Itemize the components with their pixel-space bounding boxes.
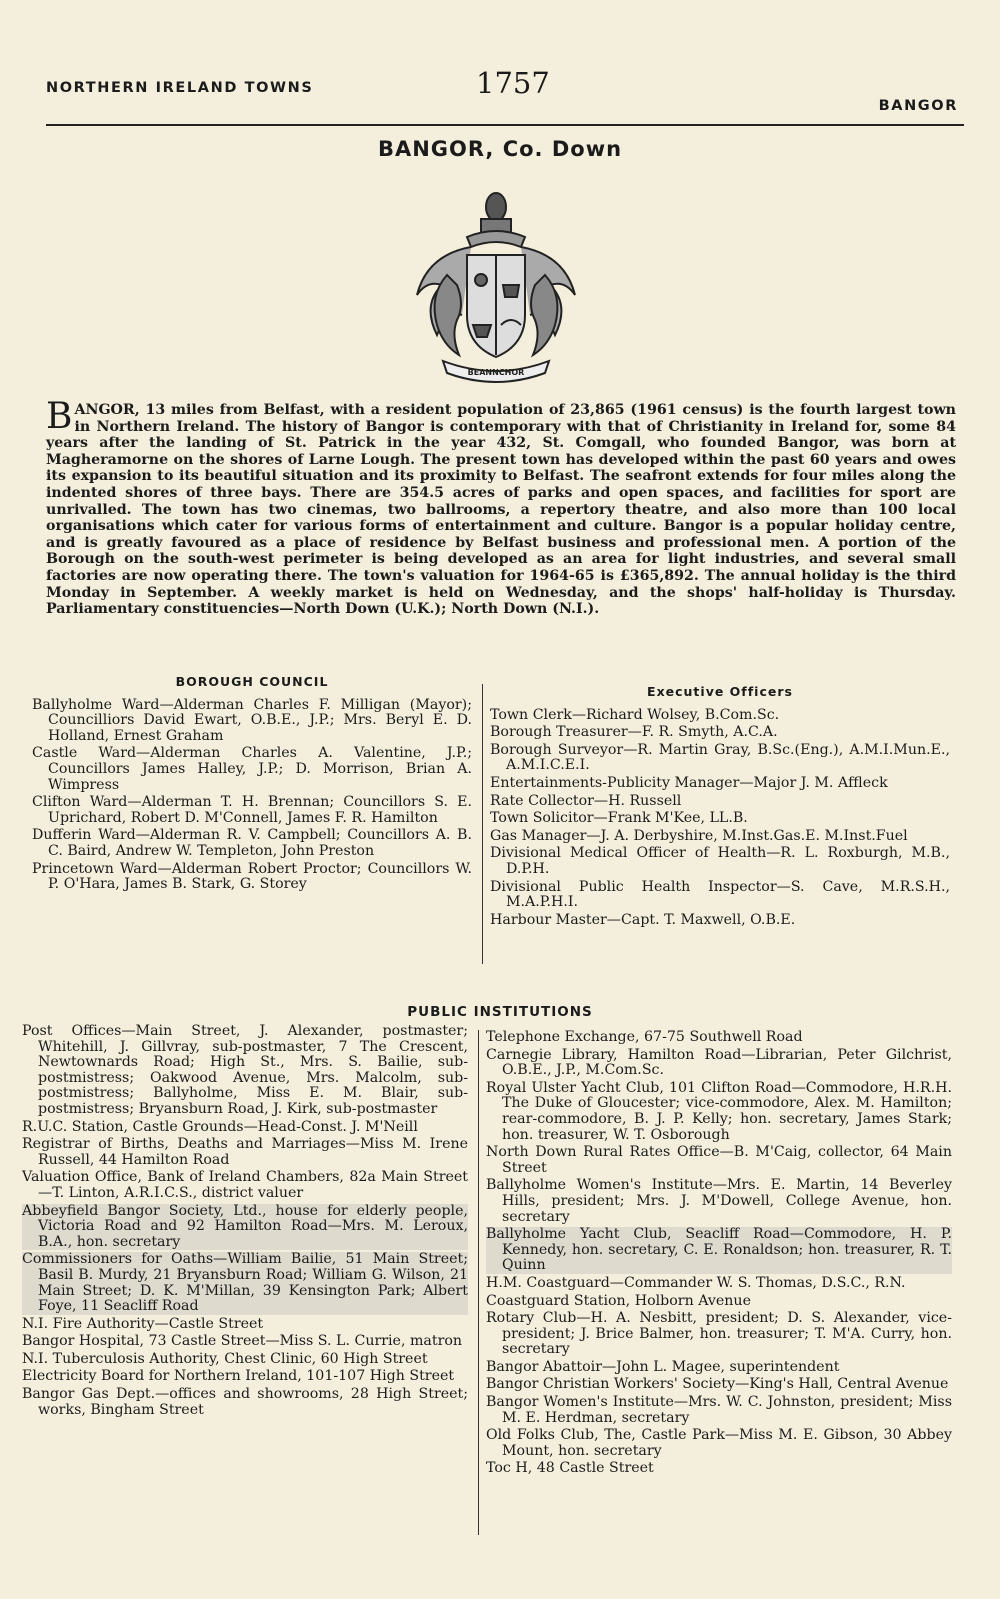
institution-entry: N.I. Fire Authority—Castle Street (22, 1315, 264, 1332)
page-title: BANGOR, Co. Down (377, 137, 623, 161)
institution-entry: Bangor Women's Institute—Mrs. W. C. Johnston, president; Miss M. E. Herdman, secretary (486, 1394, 952, 1426)
running-header (46, 66, 958, 126)
institution-entry: Rotary Club—H. A. Nesbitt, president; D. S. Alexander, vice-president; J. Brice Balmer, hon. treasurer; T. M'A. Curry, hon. secretary (486, 1310, 952, 1358)
institution-entry: Coastguard Station, Holborn Avenue (486, 1292, 751, 1309)
institution-entry: Valuation Office, Bank of Ireland Chambers, 82a Main Street—T. Linton, A.R.I.C.S., district valuer (22, 1169, 468, 1201)
executive-officers-heading: Executive Officers (647, 684, 793, 699)
column-divider (478, 1030, 479, 1535)
institution-entry: Carnegie Library, Hamilton Road—Librarian, Peter Gilchrist, O.B.E., J.P., M.Com.Sc. (486, 1046, 952, 1079)
officer-entry: Borough Treasurer—F. R. Smyth, A.C.A. (490, 724, 778, 741)
institution-entry: H.M. Coastguard—Commander W. S. Thomas, D.S.C., R.N. (486, 1274, 906, 1291)
coat-of-arms-icon (407, 185, 585, 385)
officer-entry: Divisional Public Health Inspector—S. Cave, M.R.S.H., M.A.P.H.I. (490, 878, 950, 911)
borough-council-section (32, 674, 472, 895)
council-entry: Dufferin Ward—Alderman R. V. Campbell; Councillors A. B. C. Baird, Andrew W. Templeton, John Preston (32, 827, 472, 859)
institution-entry: Electricity Board for Northern Ireland, 101-107 High Street (22, 1368, 455, 1385)
institution-entry: Post Offices—Main Street, J. Alexander, postmaster; Whitehill, J. Gillvray, sub-postmaster, 7 The Crescent, Newtownards Road; High St., Mrs. S. Bailie, sub-postmistress; Oakwood Avenue, Mrs. Malcolm, sub-postmistress; Ballyholme, Miss E. M. Blair, sub-postmistress; Bryansburn Road, J. Kirk, sub-postmaster (22, 1023, 468, 1117)
officer-entry: Town Clerk—Richard Wolsey, B.Com.Sc. (490, 706, 780, 723)
public-institutions-left (22, 1024, 468, 1420)
institution-entry: Ballyholme Yacht Club, Seacliff Road—Commodore, H. P. Kennedy, hon. secretary, C. E. Ronaldson; hon. treasurer, R. T. Quinn (486, 1226, 952, 1274)
council-entry: Ballyholme Ward—Alderman Charles F. Milligan (Mayor); Councilliors David Ewart, O.B.E., J.P.; Mrs. Beryl E. D. Holland, Ernest Graham (32, 696, 472, 744)
officer-entry: Borough Surveyor—R. Martin Gray, B.Sc.(Eng.), A.M.I.Mun.E., A.M.I.C.E.I. (490, 741, 950, 774)
officer-entry: Rate Collector—H. Russell (490, 792, 682, 809)
institution-entry: R.U.C. Station, Castle Grounds—Head-Const. J. M'Neill (22, 1118, 418, 1135)
institution-entry: Bangor Gas Dept.—offices and showrooms, 28 High Street; works, Bingham Street (22, 1386, 468, 1418)
town-description (46, 396, 956, 618)
institution-entry: Commissioners for Oaths—William Bailie, 51 Main Street; Basil B. Murdy, 21 Bryansburn Road; William G. Wilson, 21 Main Street; D. K. M'Millan, 39 Kensington Park; Albert Foye, 11 Seacliff Road (22, 1251, 468, 1315)
institution-entry: N.I. Tuberculosis Authority, Chest Clinic, 60 High Street (22, 1350, 428, 1367)
institution-entry: Abbeyfield Bangor Society, Ltd., house for elderly people, Victoria Road and 92 Hamilton Road—Mrs. M. Leroux, B.A., hon. secretary (22, 1202, 468, 1250)
council-entry: Princetown Ward—Alderman Robert Proctor; Councillors W. P. O'Hara, James B. Stark, G. Storey (32, 860, 472, 893)
institution-entry: Ballyholme Women's Institute—Mrs. E. Martin, 14 Beverley Hills, president; Mrs. J. M'Dowell, College Avenue, hon. secretary (486, 1177, 952, 1225)
borough-council-heading: BOROUGH COUNCIL (175, 674, 329, 689)
institution-entry: Bangor Hospital, 73 Castle Street—Miss S. L. Currie, matron (22, 1333, 463, 1350)
town-description-text: ANGOR, 13 miles from Belfast, with a resident population of 23,865 (1961 census) is the fourth largest town in Northern Ireland. The history of Bangor is contemporary with that of Christianity in Ireland for, some 84 years after the landing of St. Patrick in the year 432, St. Comgall, who founded Bangor, was born at Magheramorne on the shores of Larne Lough. The present town has developed within the past 60 years and owes its expansion to its beautiful situation and its proximity to Belfast. The seafront extends for four miles along the indented shores of three bays. There are 354.5 acres of parks and open spaces, and facilities for sport are unrivalled. The town has two cinemas, two ballrooms, a repertory theatre, and also more than 100 local organisations which cater for various forms of entertainment and culture. Bangor is a popular holiday centre, and is greatly favoured as a place of residence by Belfast business and professional men. A portion of the Borough on the south-west perimeter is being developed as an area for light industries, and several small factories are now operating there. The town's valuation for 1964-65 is £365,892. The annual holiday is the third Monday in September. A weekly market is held on Wednesday, and the shops' half-holiday is Thursday. Parliamentary constituencies—North Down (U.K.); North Down (N.I.). (46, 402, 956, 618)
page-number: 1757 (476, 66, 550, 100)
drop-cap: B (46, 396, 73, 437)
public-institutions-right (486, 1030, 952, 1479)
institution-entry: Old Folks Club, The, Castle Park—Miss M. E. Gibson, 30 Abbey Mount, hon. secretary (486, 1427, 952, 1459)
officer-entry: Gas Manager—J. A. Derbyshire, M.Inst.Gas.E. M.Inst.Fuel (490, 827, 908, 844)
institution-entry: Telephone Exchange, 67-75 Southwell Road (486, 1029, 803, 1045)
officer-entry: Town Solicitor—Frank M'Kee, LL.B. (490, 810, 748, 827)
institution-entry: Bangor Abattoir—John L. Magee, superintendent (486, 1358, 840, 1375)
public-institutions-heading: PUBLIC INSTITUTIONS (407, 1004, 593, 1020)
header-rule (46, 124, 964, 126)
header-section-label: NORTHERN IRELAND TOWNS (46, 80, 314, 96)
institution-entry: Bangor Christian Workers' Society—King's Hall, Central Avenue (486, 1376, 949, 1393)
council-entry: Castle Ward—Alderman Charles A. Valentine, J.P.; Councillors James Halley, J.P.; D. Morrison, Brian A. Wimpress (32, 745, 472, 793)
officer-entry: Entertainments-Publicity Manager—Major J. M. Affleck (490, 774, 888, 791)
institution-entry: Royal Ulster Yacht Club, 101 Clifton Road—Commodore, H.R.H. The Duke of Gloucester; vice-commodore, Alex. M. Hamilton; rear-commodore, B. J. P. Kelly; hon. secretary, James Stark; hon. treasurer, W. T. Osborough (486, 1079, 952, 1143)
institution-entry: Toc H, 48 Castle Street (486, 1460, 654, 1477)
officer-entry: Harbour Master—Capt. T. Maxwell, O.B.E. (490, 911, 796, 928)
council-entry: Clifton Ward—Alderman T. H. Brennan; Councillors S. E. Uprichard, Robert D. M'Connell, James F. R. Hamilton (32, 794, 472, 826)
column-divider (482, 684, 483, 964)
header-town-label: BANGOR (878, 98, 958, 114)
executive-officers-section (490, 684, 950, 930)
institution-entry: North Down Rural Rates Office—B. M'Caig, collector, 64 Main Street (486, 1144, 952, 1176)
institution-entry: Registrar of Births, Deaths and Marriages—Miss M. Irene Russell, 44 Hamilton Road (22, 1136, 468, 1168)
officer-entry: Divisional Medical Officer of Health—R. L. Roxburgh, M.B., D.P.H. (490, 845, 950, 877)
crest-motto: BEANNCHOR (467, 368, 525, 377)
